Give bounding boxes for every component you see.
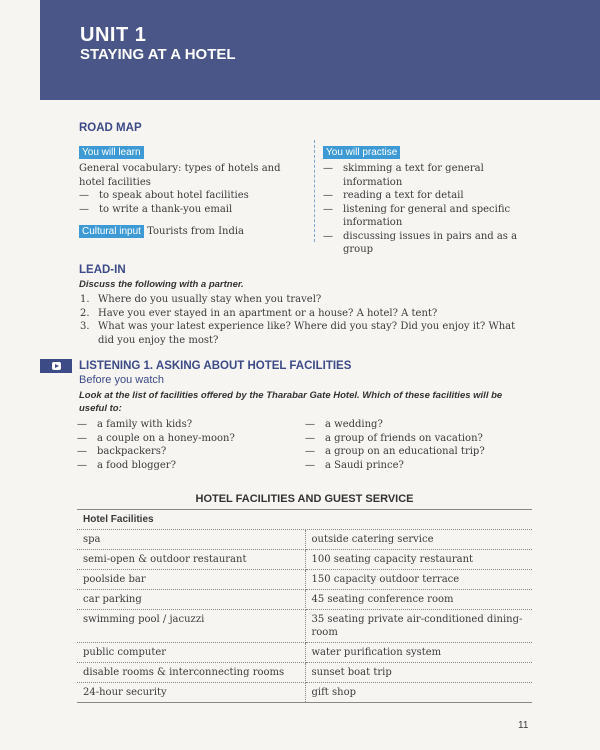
table-row: 24-hour security gift shop — [77, 683, 532, 703]
leadin-questions — [80, 293, 530, 347]
roadmap-practise-column — [323, 140, 528, 257]
unit-number: UNIT 1 — [80, 24, 147, 46]
listening-instruction: Look at the list of facilities offered by the Tharabar Gate Hotel. Which of these facilities will be useful to: — [79, 390, 503, 414]
page-number: 11 — [518, 720, 529, 731]
table-row: poolside bar 150 capacity outdoor terrace — [77, 570, 532, 590]
cultural-text: Tourists from India — [147, 226, 245, 237]
practise-item: — listening for general and specific information — [323, 203, 511, 228]
facilities-table-title: HOTEL FACILITIES AND GUEST SERVICE — [195, 493, 414, 505]
video-play-icon[interactable] — [40, 359, 72, 373]
table-row: disable rooms & interconnecting rooms sunset boat trip — [77, 663, 532, 683]
table-row: public computer water purification system — [77, 643, 532, 663]
guest-item: — a couple on a honey-moon? — [77, 432, 235, 444]
guest-item: — a Saudi prince? — [305, 459, 404, 471]
learn-tag: You will learn — [79, 146, 144, 159]
table-row: swimming pool / jacuzzi 35 seating private air-conditioned dining-room — [77, 610, 532, 643]
leadin-question: 3. What was your latest experience like? Where did you stay? Did you enjoy it? What did you enjoy the most? — [80, 321, 516, 346]
unit-title: STAYING AT A HOTEL — [80, 46, 236, 63]
leadin-question: 2. Have you ever stayed in an apartment or a house? A hotel? A tent? — [80, 307, 438, 319]
guest-list-right — [305, 418, 525, 472]
leadin-instruction: Discuss the following with a partner. — [79, 279, 244, 290]
roadmap-title: ROAD MAP — [79, 122, 142, 134]
facilities-table — [77, 509, 532, 703]
unit-header-banner — [40, 0, 600, 100]
cultural-tag: Cultural input — [79, 225, 144, 238]
guest-item: — a food blogger? — [77, 459, 176, 471]
table-row: spa outside catering service — [77, 530, 532, 550]
table-header-row — [77, 510, 532, 530]
listening-subtitle: Before you watch — [79, 374, 164, 386]
leadin-question: 1. Where do you usually stay when you travel? — [80, 294, 322, 305]
guest-item: — a family with kids? — [77, 419, 193, 430]
table-row: car parking 45 seating conference room — [77, 590, 532, 610]
table-row: semi-open & outdoor restaurant 100 seating capacity restaurant — [77, 550, 532, 570]
table-header: Hotel Facilities — [77, 510, 532, 530]
leadin-title: LEAD-IN — [79, 264, 126, 276]
practise-tag: You will practise — [323, 146, 400, 159]
learn-item: — to speak about hotel facilities — [79, 190, 249, 201]
guest-item: — a group on an educational trip? — [305, 446, 485, 457]
practise-item: — reading a text for detail — [323, 190, 464, 201]
learn-intro: General vocabulary: types of hotels and hotel facilities — [79, 163, 281, 188]
practise-item: — discussing issues in pairs and as a group — [323, 230, 518, 255]
learn-item: — to write a thank-you email — [79, 203, 233, 215]
roadmap-divider — [314, 140, 315, 242]
roadmap-learn-column — [79, 140, 309, 238]
practise-item: — skimming a text for general information — [323, 163, 484, 188]
listening-title: LISTENING 1. ASKING ABOUT HOTEL FACILITIES — [79, 360, 352, 372]
guest-item: — a group of friends on vacation? — [305, 432, 483, 444]
guest-item: — a wedding? — [305, 419, 383, 430]
cultural-input — [79, 225, 309, 238]
guest-item: — backpackers? — [77, 446, 167, 457]
guest-list-left — [77, 418, 297, 472]
